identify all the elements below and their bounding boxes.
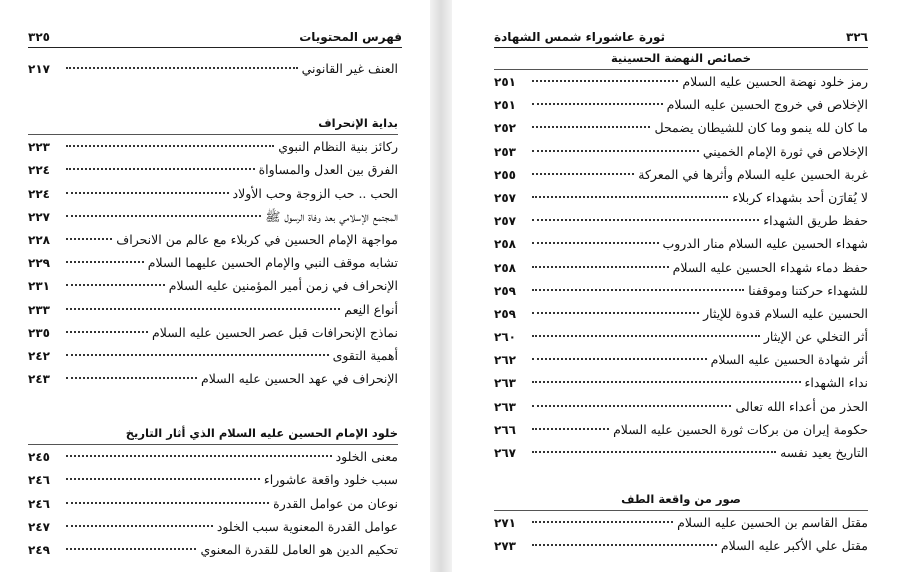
dot-leader (532, 544, 717, 546)
entry-title: المجتمع الإسلامي بعد وفاة الرسول ﷺ (265, 208, 398, 224)
toc-entry[interactable] (28, 298, 398, 321)
dot-leader (532, 428, 609, 430)
entry-page-number: ٢٦٢ (494, 353, 516, 368)
entry-page-number: ٢٥٨ (494, 237, 516, 252)
toc-entry[interactable] (28, 468, 398, 491)
entry-title: شهداء الحسين عليه السلام منار الدروب (662, 236, 868, 252)
dot-leader (532, 196, 728, 198)
toc-entry[interactable] (494, 209, 868, 232)
entry-title: الحسين عليه السلام قدوة للإيثار (703, 305, 868, 321)
entry-page-number: ٢٥٥ (494, 167, 516, 182)
dot-leader (532, 289, 744, 291)
entry-page-number: ٢٥١ (494, 75, 516, 89)
entry-title: للشهداء حركتنا وموقفنا (748, 282, 868, 298)
dot-leader (66, 215, 261, 217)
right-page (452, 0, 898, 572)
dot-leader (532, 150, 699, 152)
dot-leader (532, 521, 673, 523)
entry-page-number: ٢٥٨ (494, 260, 516, 275)
entry-title: أهمية التقوى (332, 347, 398, 363)
toc-entry[interactable] (28, 182, 398, 205)
entry-page-number: ٢٣٣ (28, 302, 50, 317)
entry-page-number: ٢٦٦ (494, 422, 516, 437)
entry-page-number: ٢٥١ (494, 98, 516, 113)
toc-entry[interactable] (494, 116, 868, 139)
entry-title: الفرق بين العدل والمساواة (258, 162, 398, 178)
entry-title: حفظ دماء شهداء الحسين عليه السلام (672, 259, 868, 275)
entry-title: الإنحراف في عهد الحسين عليه السلام (200, 371, 398, 387)
entry-title: الإنحراف في زمن أمير المؤمنين عليه السلام (168, 278, 398, 294)
entry-page-number: ٢٢٨ (28, 232, 50, 247)
entry-title: تحكيم الدين هو العامل للقدرة المعنوي (200, 542, 398, 557)
section-heading: بداية الإنحراف (28, 112, 398, 135)
running-title: ثورة عاشوراء شمس الشهادة (494, 30, 666, 44)
left-page (0, 0, 430, 572)
entry-page-number: ٢٤٦ (28, 496, 50, 511)
dot-leader (66, 502, 269, 504)
entry-page-number: ٢٥٩ (494, 283, 516, 298)
entry-page-number: ٢٢٤ (28, 186, 50, 201)
entry-title: أثر شهادة الحسين عليه السلام (710, 352, 868, 368)
entry-page-number: ٢٤٢ (28, 348, 50, 363)
entry-title: مقتل علي الأكبر عليه السلام (720, 538, 868, 554)
entry-page-number: ٢٢٩ (28, 256, 50, 271)
toc-entry[interactable] (28, 205, 398, 228)
toc-entry[interactable] (494, 302, 868, 325)
entry-title: عوامل القدرة المعنوية سبب الخلود (216, 518, 398, 534)
dot-leader (66, 308, 340, 310)
toc-entry[interactable] (28, 515, 398, 538)
entry-page-number: ٢٦٧ (494, 446, 516, 460)
dot-leader (66, 478, 260, 480)
toc-entry[interactable] (28, 57, 398, 80)
entry-page-number: ٢٤٣ (28, 372, 50, 387)
entry-page-number: ٢٢٣ (28, 140, 50, 155)
page-number: ٣٢٥ (28, 30, 50, 44)
entry-title: لا يُقارَن أحد بشهداء كربلاء (732, 189, 868, 205)
entry-title: أنواع النِعم (344, 301, 398, 317)
entry-page-number: ٢٥٢ (494, 121, 516, 136)
dot-leader (66, 331, 148, 333)
running-title: فهرس المحتويات (299, 30, 402, 44)
toc-entry[interactable] (494, 140, 868, 163)
toc-entry[interactable] (28, 321, 398, 344)
entry-page-number: ٢٢٧ (28, 209, 50, 224)
entry-title: رمز خلود نهضة الحسين عليه السلام (682, 74, 868, 89)
toc-list (494, 47, 868, 558)
entry-title: سبب خلود واقعة عاشوراء (263, 472, 398, 488)
dot-leader (66, 525, 213, 527)
section-heading: خلود الإمام الحسين عليه السلام الذي أثار التاريخ (28, 422, 398, 445)
toc-entry[interactable] (494, 534, 868, 557)
entry-title: غربة الحسين عليه السلام وأثرها في المعركة (638, 166, 868, 182)
toc-entry[interactable] (28, 158, 398, 181)
toc-entry[interactable] (28, 344, 398, 367)
entry-title: نماذج الإنحرافات قبل عصر الحسين عليه السلام (152, 324, 398, 340)
entry-title: الحب .. حب الزوجة وحب الأولاد (232, 185, 398, 201)
entry-title: الحذر من أعداء الله تعالى (735, 398, 868, 414)
toc-entry[interactable] (494, 418, 868, 441)
dot-leader (66, 192, 229, 194)
entry-title: مقتل القاسم بن الحسين عليه السلام (677, 515, 868, 531)
dot-leader (532, 405, 731, 407)
dot-leader (532, 358, 707, 360)
dot-leader (532, 451, 776, 453)
toc-entry[interactable] (28, 251, 398, 274)
dot-leader (532, 381, 801, 383)
dot-leader (66, 168, 255, 170)
dot-leader (66, 145, 274, 147)
toc-entry[interactable] (494, 186, 868, 209)
book-gutter (430, 0, 452, 572)
toc-entry[interactable] (494, 279, 868, 302)
dot-leader (532, 80, 678, 82)
dot-leader (66, 377, 197, 379)
entry-title: نداء الشهداء (804, 375, 868, 391)
toc-entry[interactable] (494, 325, 868, 348)
entry-page-number: ٢٣١ (28, 279, 50, 294)
entry-page-number: ٢٤٧ (28, 519, 50, 534)
toc-entry[interactable] (494, 232, 868, 255)
dot-leader (66, 67, 298, 69)
entry-title: الإخلاص في خروج الحسين عليه السلام (666, 97, 868, 113)
entry-page-number: ٢٣٥ (28, 325, 50, 340)
section-spacer (28, 80, 398, 112)
entry-title: التاريخ يعيد نفسه (780, 445, 868, 460)
entry-title: حفظ طريق الشهداء (763, 213, 868, 229)
entry-title: مواجهة الإمام الحسين في كربلاء مع عالم من الانحراف (116, 231, 398, 247)
toc-entry[interactable] (494, 70, 868, 93)
entry-page-number: ٢٢٤ (28, 163, 50, 178)
dot-leader (532, 126, 650, 128)
toc-entry[interactable] (494, 256, 868, 279)
dot-leader (66, 354, 329, 356)
dot-leader (66, 261, 144, 263)
section-heading: صور من واقعة الطف (494, 488, 868, 511)
entry-page-number: ٢٤٦ (28, 473, 50, 488)
toc-entry[interactable] (28, 538, 398, 561)
toc-list (28, 57, 398, 561)
toc-entry[interactable] (28, 228, 398, 251)
entry-title: الإخلاص في ثورة الإمام الخميني (702, 143, 868, 159)
toc-entry[interactable] (28, 445, 398, 468)
entry-page-number: ٢٦٠ (494, 330, 516, 345)
toc-entry[interactable] (494, 441, 868, 464)
entry-page-number: ٢٦٣ (494, 399, 516, 414)
entry-title: ما كان لله ينمو وما كان للشيطان يضمحل (654, 120, 868, 136)
entry-title: تشابه موقف النبي والإمام الحسين عليهما السلام (147, 255, 398, 271)
dot-leader (66, 548, 196, 550)
section-spacer (28, 390, 398, 422)
section-heading: خصائص النهضة الحسينية (494, 47, 868, 70)
dot-leader (66, 284, 165, 286)
section-spacer (494, 464, 868, 488)
dot-leader (532, 312, 699, 314)
entry-title: معنى الخلود (335, 449, 398, 465)
entry-page-number: ٢٥٧ (494, 214, 516, 229)
toc-entry[interactable] (494, 511, 868, 534)
toc-entry[interactable] (28, 274, 398, 297)
entry-title: نوعان من عوامل القدرة (273, 495, 398, 511)
entry-page-number: ٢٤٩ (28, 543, 50, 557)
toc-entry[interactable] (494, 163, 868, 186)
page-header (494, 26, 868, 48)
dot-leader (532, 335, 760, 337)
entry-page-number: ٢٥٣ (494, 144, 516, 159)
dot-leader (532, 266, 669, 268)
toc-entry[interactable] (28, 135, 398, 158)
entry-title: ركائز بنية النظام النبوي (278, 139, 398, 155)
entry-page-number: ٢٧٣ (494, 539, 516, 554)
entry-page-number: ٢٤٥ (28, 450, 50, 465)
dot-leader (532, 173, 634, 175)
entry-page-number: ٢١٧ (28, 62, 50, 76)
dot-leader (532, 219, 759, 221)
toc-entry[interactable] (494, 348, 868, 371)
toc-entry[interactable] (494, 93, 868, 116)
entry-title: حكومة إيران من بركات ثورة الحسين عليه السلام (613, 421, 868, 437)
entry-page-number: ٢٥٩ (494, 306, 516, 321)
dot-leader (532, 103, 663, 105)
dot-leader (66, 455, 332, 457)
toc-entry[interactable] (28, 492, 398, 515)
entry-page-number: ٢٧١ (494, 516, 516, 531)
toc-entry[interactable] (28, 367, 398, 390)
page-number: ٣٢٦ (846, 30, 868, 44)
entry-page-number: ٢٥٧ (494, 190, 516, 205)
entry-page-number: ٢٦٣ (494, 376, 516, 391)
toc-entry[interactable] (494, 371, 868, 394)
entry-title: أثر التخلي عن الإيثار (763, 329, 868, 345)
toc-entry[interactable] (494, 395, 868, 418)
dot-leader (66, 238, 112, 240)
page-header (28, 26, 402, 48)
entry-title: العنف غير القانوني (301, 61, 398, 76)
dot-leader (532, 242, 659, 244)
